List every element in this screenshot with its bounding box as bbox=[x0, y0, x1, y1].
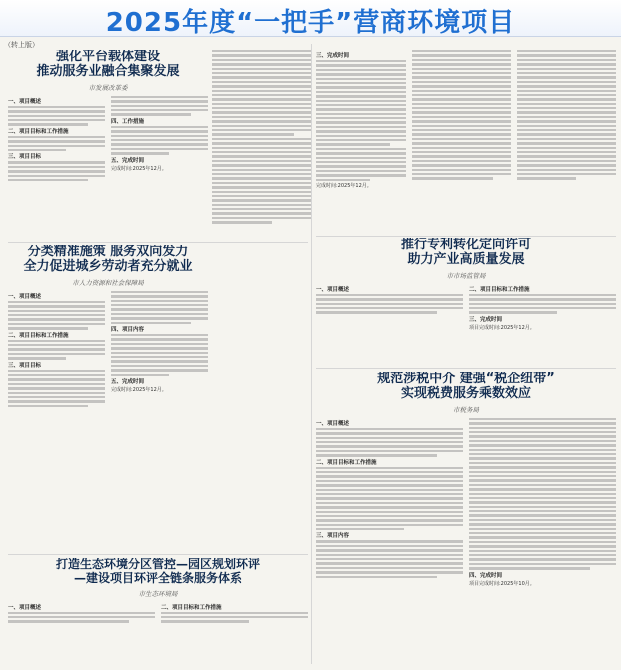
headline-line-1: 推行专利转化定向许可 bbox=[400, 238, 531, 252]
article-column bbox=[111, 96, 208, 181]
article-column bbox=[8, 96, 105, 181]
section-heading: 三、完成时间 bbox=[316, 53, 350, 59]
section-heading: 一、项目概述 bbox=[316, 420, 350, 427]
headline-line-1: 规范涉税中介 建强“税企纽带” bbox=[377, 372, 555, 386]
section-divider bbox=[316, 236, 616, 237]
article-ecology-continued-2 bbox=[316, 50, 406, 240]
byline: 市人力资源和社会保障局 bbox=[72, 278, 144, 287]
byline: 市市场监管局 bbox=[446, 271, 486, 280]
byline: 市发展改革委 bbox=[88, 83, 128, 92]
section-divider bbox=[316, 368, 616, 369]
section-heading: 四、完成时间 bbox=[469, 572, 503, 579]
headline bbox=[8, 558, 308, 586]
section-heading: 四、工作措施 bbox=[111, 118, 145, 125]
section-heading: 三、项目目标 bbox=[8, 362, 42, 369]
section-divider bbox=[8, 554, 308, 555]
column-divider bbox=[311, 44, 312, 664]
section-heading: 一、项目概述 bbox=[8, 604, 42, 611]
section-heading: 一、项目概述 bbox=[316, 286, 350, 293]
banner-title: 2025年度“一把手”营商环境项目 bbox=[105, 8, 516, 38]
completion-date: 完成时间:2025年12月。 bbox=[111, 165, 167, 172]
article-column bbox=[8, 291, 105, 407]
headline-line-2: 实现税费服务乘数效应 bbox=[400, 385, 531, 401]
completion-date: 项目完成时间:2025年10月。 bbox=[469, 580, 535, 587]
article-right-top-continued bbox=[412, 50, 616, 235]
section-heading: 五、完成时间 bbox=[111, 157, 145, 164]
section-heading: 二、项目目标和工作措施 bbox=[469, 286, 530, 293]
section-heading: 二、项目目标和工作措施 bbox=[8, 128, 69, 135]
section-heading: 五、完成时间 bbox=[111, 378, 145, 385]
article-column bbox=[161, 602, 308, 623]
banner bbox=[0, 0, 621, 37]
completion-date: 项目完成时间:2025年12月。 bbox=[469, 324, 535, 331]
section-heading: 四、项目内容 bbox=[111, 327, 145, 333]
article-column bbox=[316, 284, 463, 331]
article-column bbox=[469, 284, 616, 331]
headline-line-2: 推动服务业融合集聚发展 bbox=[36, 63, 180, 79]
section-heading: 三、完成时间 bbox=[469, 316, 503, 323]
article-tax bbox=[316, 372, 616, 668]
headline-line-1: 分类精准施策 服务双向发力 bbox=[27, 245, 189, 259]
completion-date: 完成时间:2025年12月。 bbox=[316, 182, 372, 189]
headline-line-2: —建设项目环评全链条服务体系 bbox=[73, 570, 242, 585]
section-heading: 一、项目概述 bbox=[8, 293, 42, 300]
headline bbox=[316, 238, 616, 268]
section-heading: 一、项目概述 bbox=[8, 98, 42, 105]
headline bbox=[8, 245, 208, 275]
headline-line-2: 助力产业高质量发展 bbox=[407, 251, 525, 267]
article-employment bbox=[8, 245, 208, 550]
continuation-note: （转上版） bbox=[4, 41, 39, 49]
article-column bbox=[517, 50, 616, 180]
headline bbox=[316, 372, 616, 402]
article-ecology-continued bbox=[212, 50, 312, 550]
headline-line-1: 强化平台载体建设 bbox=[55, 50, 160, 64]
article-column bbox=[8, 602, 155, 623]
section-heading: 二、项目目标和工作措施 bbox=[8, 332, 69, 339]
article-column bbox=[316, 418, 463, 587]
section-divider bbox=[8, 242, 308, 243]
completion-date: 完成时间:2025年12月。 bbox=[111, 386, 167, 393]
section-heading: 二、项目目标和工作措施 bbox=[316, 459, 377, 466]
byline: 市税务局 bbox=[453, 405, 479, 414]
article-column bbox=[469, 418, 616, 587]
headline-line-2: 全力促进城乡劳动者充分就业 bbox=[23, 258, 193, 274]
article-service-industry bbox=[8, 50, 208, 240]
article-patent bbox=[316, 238, 616, 363]
article-ecology bbox=[8, 558, 308, 668]
section-heading: 三、项目内容 bbox=[316, 533, 350, 540]
byline: 市生态环境局 bbox=[138, 589, 178, 598]
section-heading: 三、项目目标 bbox=[8, 154, 42, 161]
headline-line-1: 打造生态环境分区管控—园区规划环评 bbox=[55, 558, 260, 571]
article-column bbox=[111, 291, 208, 407]
article-column bbox=[412, 50, 511, 180]
section-heading: 二、项目目标和工作措施 bbox=[161, 604, 222, 611]
headline bbox=[8, 50, 208, 80]
